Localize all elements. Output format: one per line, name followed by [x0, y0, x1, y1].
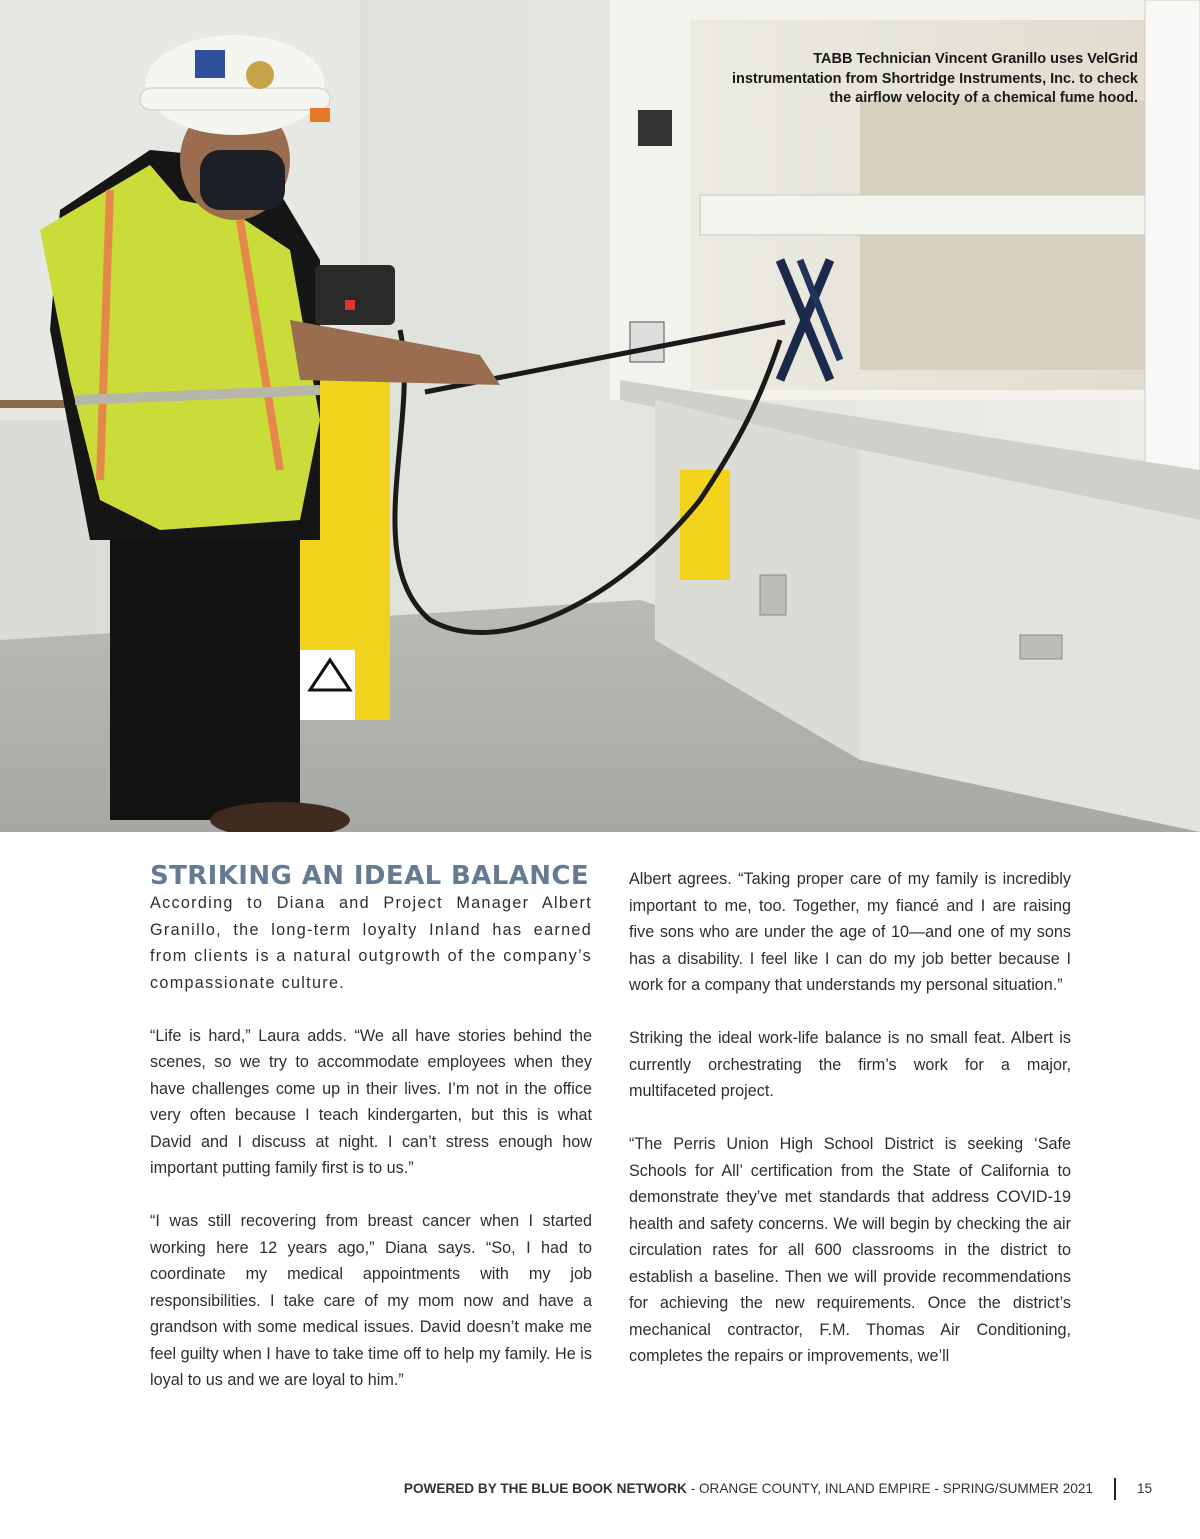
photo-caption: TABB Technician Vincent Granillo uses VelGrid instrumentation from Shortridge Instruments, Inc. to check the airflow velocity of a chemical fume hood. — [731, 51, 1138, 106]
article-paragraph: “I was still recovering from breast cancer when I started working here 12 years ago,” Diana says. “So, I had to coordinate my medical appointments with my job responsibilities. I take care of my mom now and have a grandson with some medical issues. David doesn’t make me feel guilty when I have to take time off to help my family. He is loyal to us and we are loyal to him.” — [150, 1212, 592, 1389]
article-paragraph: According to Diana and Project Manager Albert Granillo, the long-term loyalty Inland has earned from clients is a natural outgrowth of the company’s compassionate culture. — [150, 894, 592, 992]
footer-edition: - ORANGE COUNTY, INLAND EMPIRE - SPRING/SUMMER 2021 — [686, 1481, 1093, 1496]
footer-publication — [404, 1478, 1093, 1500]
footer-network-name: POWERED BY THE BLUE BOOK NETWORK — [403, 1481, 687, 1496]
article-paragraph: “The Perris Union High School District is seeking ‘Safe Schools for All’ certification from the State of California to demonstrate they’ve met standards that address COVID-19 health and safety concerns. We will begin by checking the air circulation rates for all 600 classrooms in the district to establish a baseline. Then we will provide recommendations for achieving the new requirements. Once the district’s mechanical contractor, F.M. Thomas Air Conditioning, completes the repairs or improvements, we’ll — [629, 1135, 1071, 1365]
article-right-column — [629, 866, 1071, 1370]
article-paragraph: Albert agrees. “Taking proper care of my family is incredibly important to me, too. Together, my fiancé and I are raising five sons who are under the age of 10—and one of my sons has a disability. I feel like I can do my job better because I work for a company that understands my personal situation.” — [629, 870, 1071, 994]
article-paragraph: “Life is hard,” Laura adds. “We all have stories behind the scenes, so we try to accommodate employees when they have challenges come up in their lives. I’m not in the office very often because I teach kindergarten, but this is what David and I discuss at night. I can’t stress enough how important putting family first is to us.” — [150, 1026, 592, 1177]
article-paragraph: Striking the ideal work-life balance is no small feat. Albert is currently orchestrating the firm’s work for a major, multifaceted project. — [629, 1029, 1071, 1100]
article-left-column — [150, 862, 592, 1394]
footer-divider — [1114, 1478, 1116, 1500]
page-footer — [0, 1478, 1200, 1502]
page-number: 15 — [1137, 1481, 1153, 1496]
section-heading: STRIKING AN IDEAL BALANCE — [150, 861, 590, 891]
